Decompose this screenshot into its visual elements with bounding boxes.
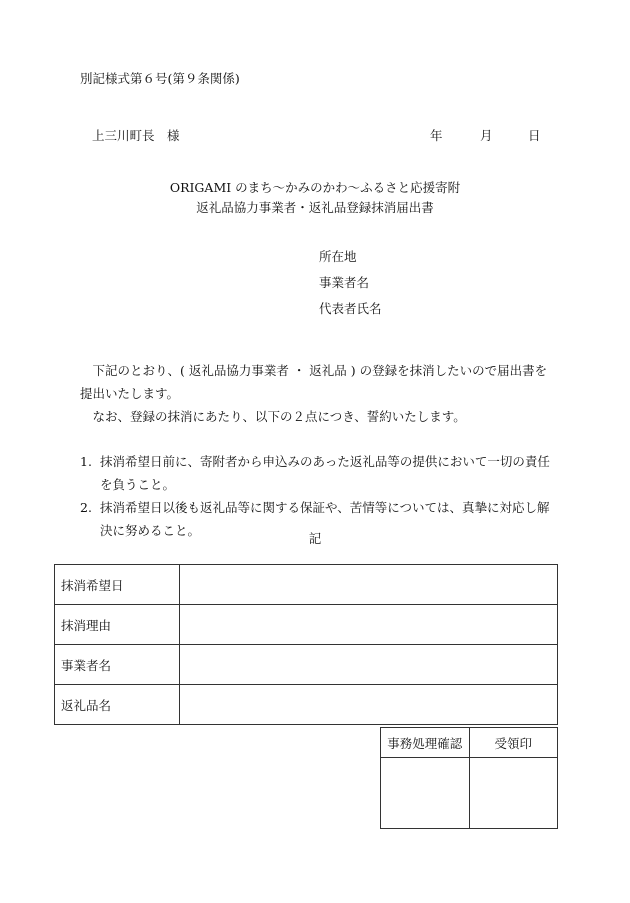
pledge-item-1 (80, 450, 558, 496)
pledge-text: 抹消希望日前に、寄附者から申込みのあった返礼品等の提供において一切の責任を負うこと。 (100, 454, 550, 492)
processing-check-label: 事務処理確認 (381, 728, 470, 758)
body-text (80, 359, 555, 428)
gift-name-label: 返礼品名 (55, 685, 180, 725)
representative-label: 代表者氏名 (319, 301, 382, 316)
pledge-text: 抹消希望日以後も返礼品等に関する保証や、苦情等については、真摯に対応し解決に努めること。 (100, 500, 550, 538)
table-row (55, 565, 558, 605)
table-row (55, 685, 558, 725)
cancel-date-label: 抹消希望日 (55, 565, 180, 605)
receipt-stamp-box (469, 758, 558, 829)
body-paragraph-1: 下記のとおり、( 返礼品協力事業者 ・ 返礼品 ) の登録を抹消したいので届出書を提出いたします。 (80, 363, 548, 401)
gift-name-field[interactable] (180, 685, 558, 725)
recipient: 上三川町長 様 (92, 128, 180, 143)
date-block (430, 126, 545, 142)
date-year-label: 年 (430, 128, 443, 143)
pledge-number: 1. (80, 454, 92, 469)
business-name-label: 事業者名 (319, 275, 370, 290)
table-row (55, 645, 558, 685)
form-number: 別記様式第６号(第９条関係) (80, 71, 240, 86)
office-use-table (380, 727, 558, 829)
date-month-label: 月 (480, 128, 493, 143)
document-title (0, 178, 630, 218)
receipt-stamp-label: 受領印 (469, 728, 558, 758)
details-table (54, 564, 558, 725)
address-label: 所在地 (319, 249, 357, 264)
title-line-1: ORIGAMI のまち～かみのかわ～ふるさと応援寄附 (169, 180, 461, 195)
ki-label: 記 (308, 531, 322, 546)
applicant-block (319, 244, 382, 322)
business-name-row-label: 事業者名 (55, 645, 180, 685)
body-paragraph-2: なお、登録の抹消にあたり、以下の２点につき、誓約いたします。 (92, 409, 466, 424)
title-line-2: 返礼品協力事業者・返礼品登録抹消届出書 (196, 200, 434, 215)
cancel-reason-field[interactable] (180, 605, 558, 645)
business-name-field[interactable] (180, 645, 558, 685)
pledge-number: 2. (80, 500, 92, 515)
table-row (55, 605, 558, 645)
cancel-reason-label: 抹消理由 (55, 605, 180, 645)
cancel-date-field[interactable] (180, 565, 558, 605)
processing-check-box (381, 758, 470, 829)
date-day-label: 日 (528, 128, 541, 143)
